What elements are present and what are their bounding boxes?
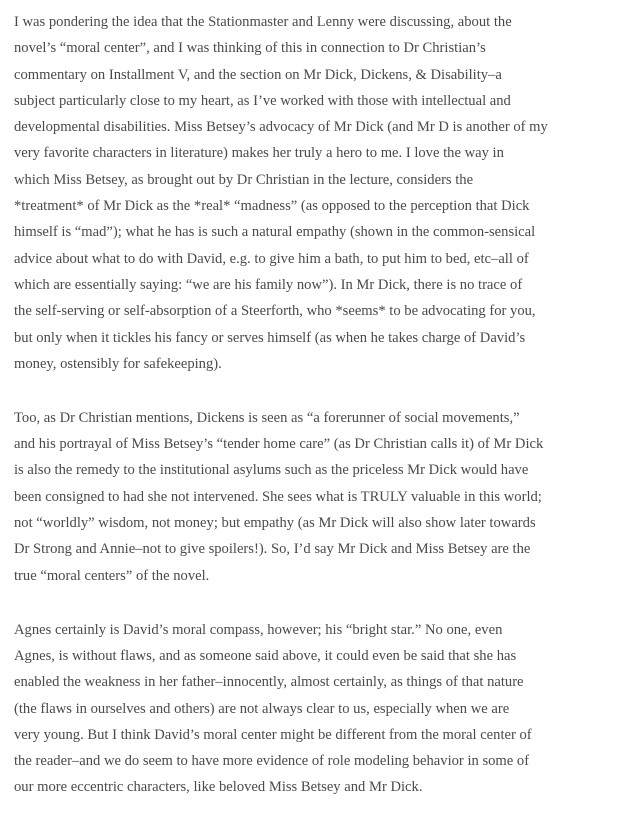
text-line: is also the remedy to the institutional asylums such as the priceless Mr Dick would have xyxy=(14,462,529,479)
text-line: which are essentially saying: “we are his family now”). In Mr Dick, there is no trace of xyxy=(14,276,523,293)
text-line: money, ostensibly for safekeeping). xyxy=(14,355,222,372)
text-line: himself is “mad”); what he has is such a natural empathy (shown in the common-sensical xyxy=(14,224,536,241)
text-line: Agnes certainly is David’s moral compass, however; his “bright star.” No one, even xyxy=(14,621,503,638)
paragraph xyxy=(14,405,633,589)
text-line: been consigned to had she not intervened. She sees what is TRULY valuable in this world; xyxy=(14,488,542,505)
paragraph xyxy=(14,617,633,801)
text-line: subject particularly close to my heart, as I’ve worked with those with intellectual and xyxy=(14,92,511,109)
text-line: the self-serving or self-absorption of a Steerforth, who *seems* to be advocating for you, xyxy=(14,303,536,320)
text-line: Too, as Dr Christian mentions, Dickens is seen as “a forerunner of social movements,” xyxy=(14,409,520,426)
text-line: Agnes, is without flaws, and as someone said above, it could even be said that she has xyxy=(14,647,517,664)
text-line: true “moral centers” of the novel. xyxy=(14,567,210,584)
text-line: very favorite characters in literature) makes her truly a hero to me. I love the way in xyxy=(14,145,504,162)
text-line: our more eccentric characters, like beloved Miss Betsey and Mr Dick. xyxy=(14,779,423,796)
text-line: enabled the weakness in her father–innocently, almost certainly, as things of that nature xyxy=(14,674,524,691)
text-line: commentary on Installment V, and the section on Mr Dick, Dickens, & Disability–a xyxy=(14,66,502,83)
text-line: (the flaws in ourselves and others) are not always clear to us, especially when we are xyxy=(14,700,510,717)
text-line: but only when it tickles his fancy or serves himself (as when he takes charge of David’s xyxy=(14,329,526,346)
text-line: Dr Strong and Annie–not to give spoilers!). So, I’d say Mr Dick and Miss Betsey are the xyxy=(14,541,531,558)
text-line: novel’s “moral center”, and I was thinking of this in connection to Dr Christian’s xyxy=(14,40,486,57)
text-line: *treatment* of Mr Dick as the *real* “madness” (as opposed to the perception that Dick xyxy=(14,198,530,215)
text-line: advice about what to do with David, e.g. to give him a bath, to put him to bed, etc–all of xyxy=(14,250,529,267)
text-line: not “worldly” wisdom, not money; but empathy (as Mr Dick will also show later towards xyxy=(14,515,536,532)
text-line: I was pondering the idea that the Stationmaster and Lenny were discussing, about the xyxy=(14,14,512,30)
text-line: very young. But I think David’s moral center might be different from the moral center of xyxy=(14,726,532,743)
text-line: developmental disabilities. Miss Betsey’s advocacy of Mr Dick (and Mr D is another of my xyxy=(14,119,548,136)
paragraph xyxy=(14,9,633,377)
text-line: the reader–and we do seem to have more evidence of role modeling behavior in some of xyxy=(14,753,530,770)
text-line: which Miss Betsey, as brought out by Dr Christian in the lecture, considers the xyxy=(14,171,474,188)
text-line: and his portrayal of Miss Betsey’s “tender home care” (as Dr Christian calls it) of Mr Dick xyxy=(14,436,544,453)
